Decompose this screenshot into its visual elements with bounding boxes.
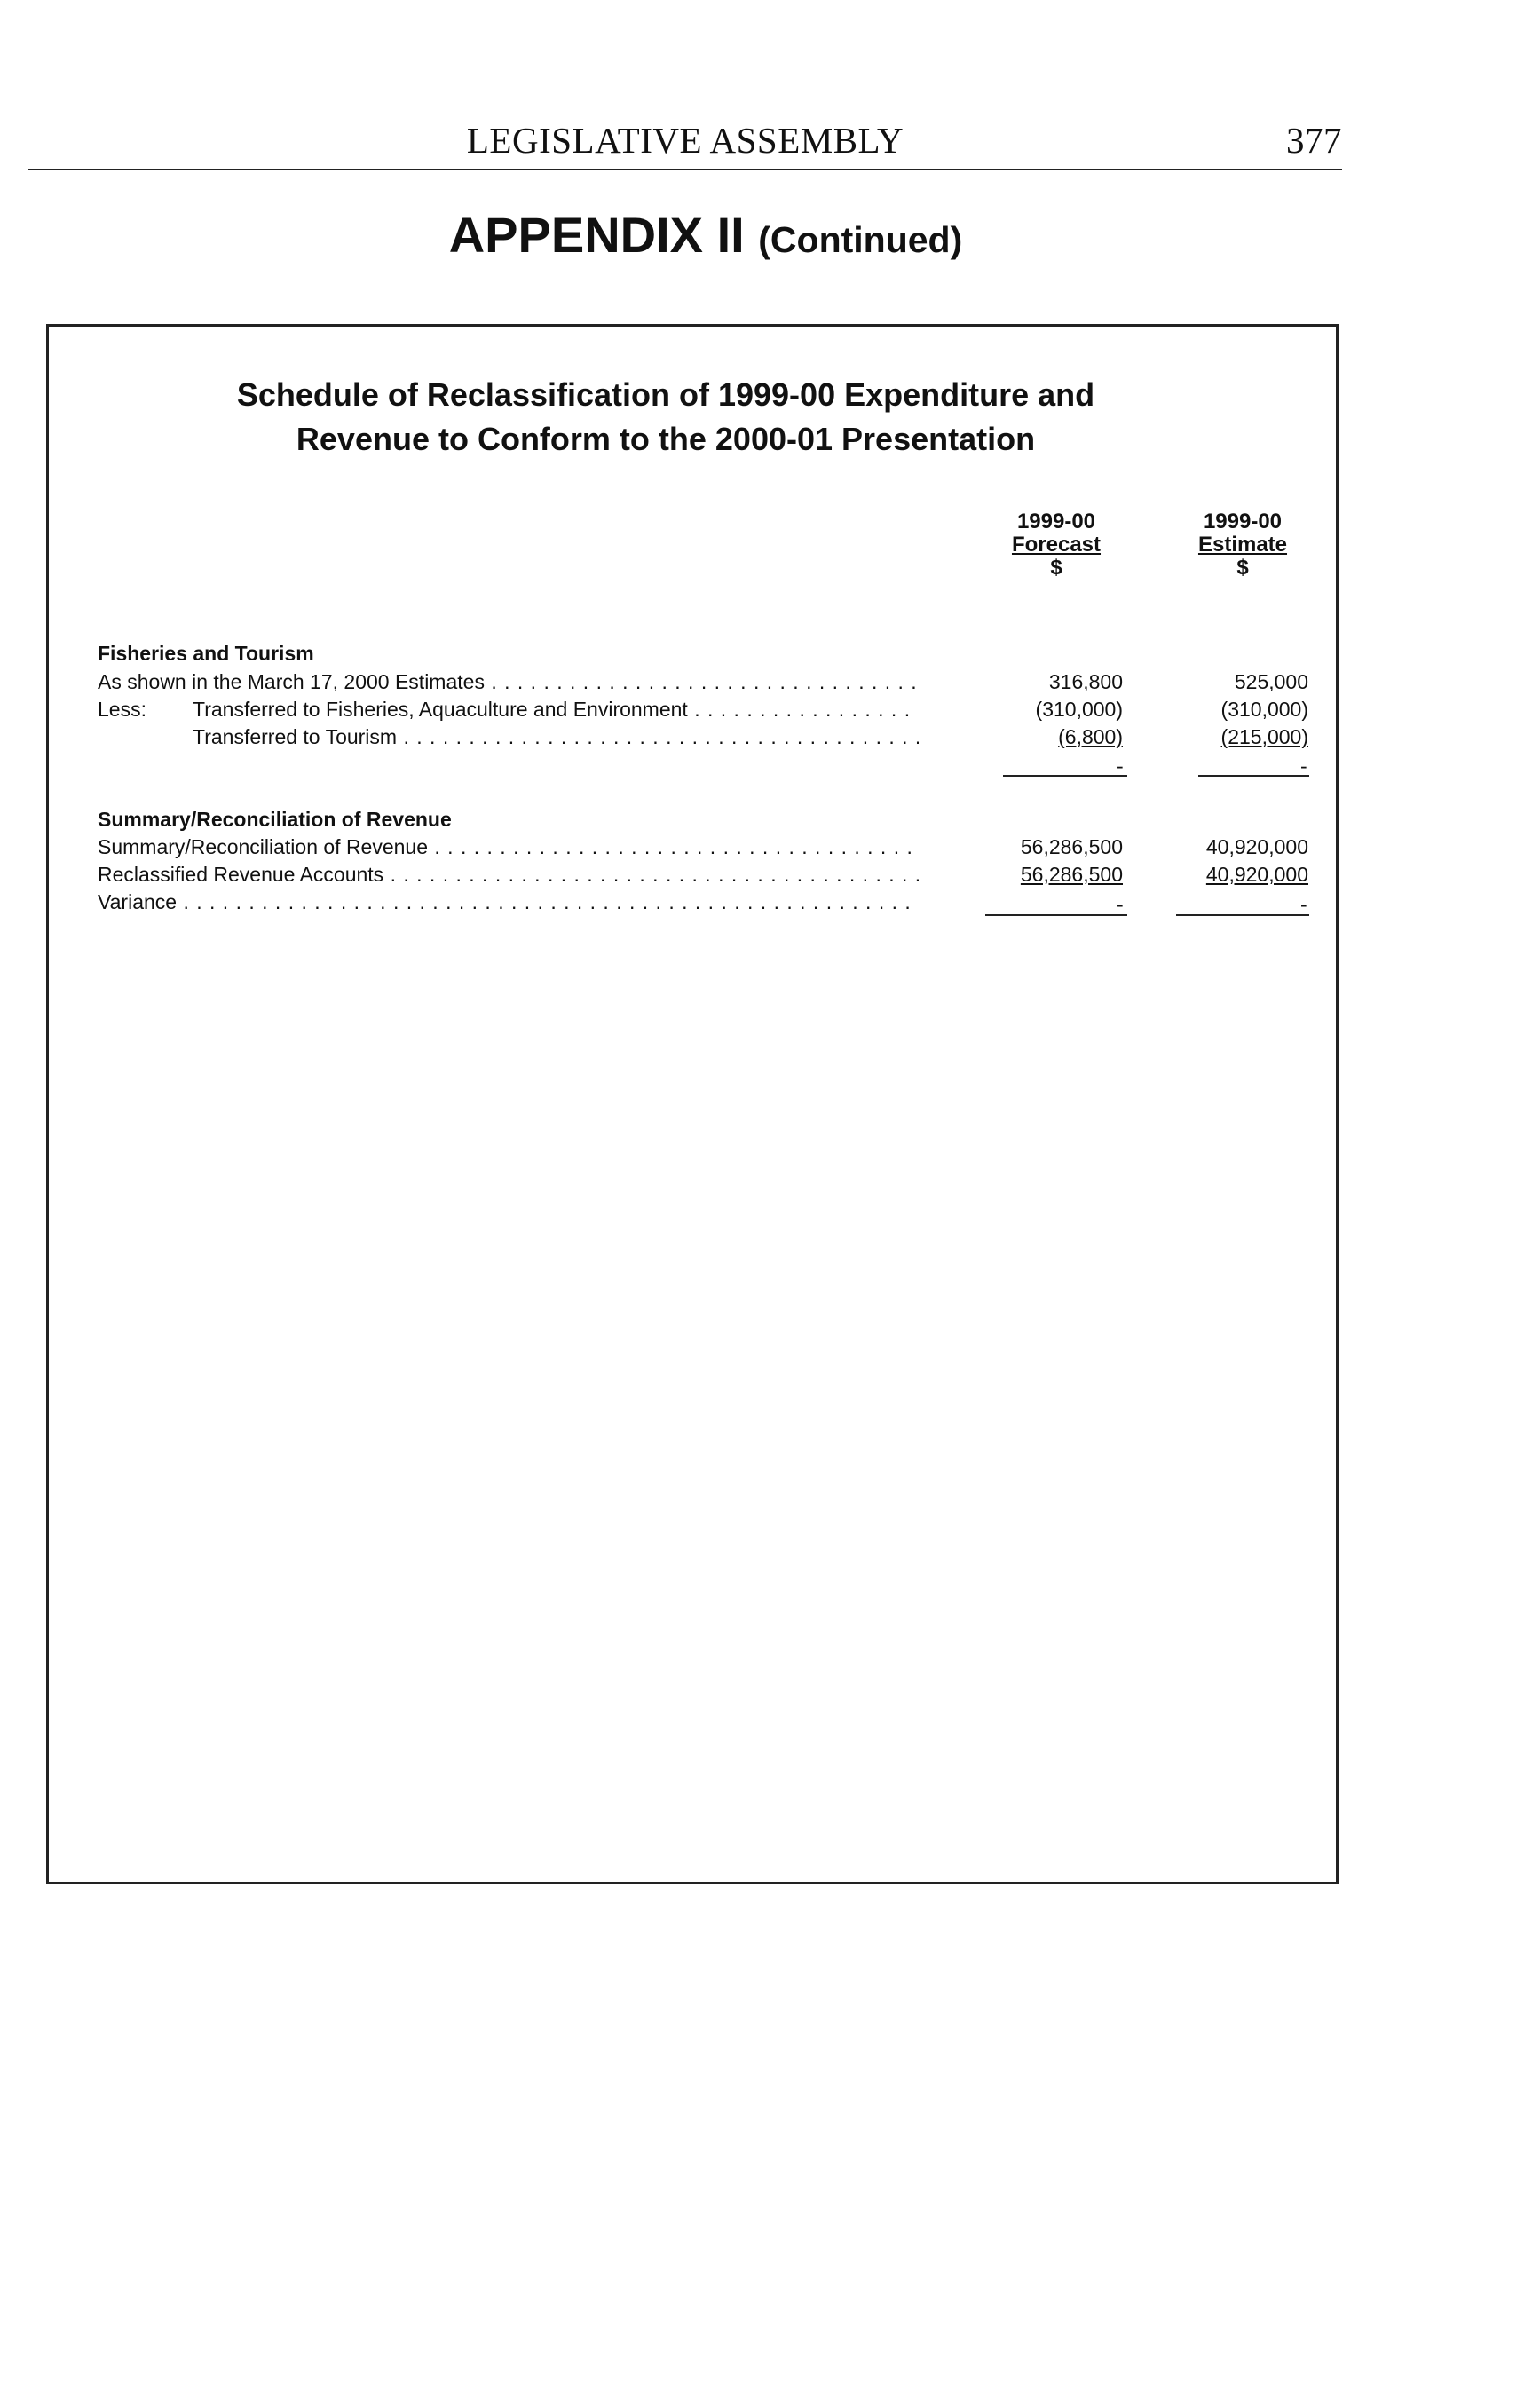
forecast-value: 56,286,500 xyxy=(1020,835,1123,858)
forecast-value: 56,286,500 xyxy=(1020,863,1123,886)
row-label: Variance . . . xyxy=(98,890,919,914)
column-year: 1999-00 xyxy=(1203,510,1283,533)
table-row xyxy=(98,670,1308,697)
running-title: LEGISLATIVE ASSEMBLY xyxy=(466,120,904,161)
schedule-title-line1: Schedule of Reclassification of 1999-00 Expenditure and xyxy=(236,376,1095,413)
column-type: Forecast xyxy=(1011,533,1102,557)
column-year: 1999-00 xyxy=(1016,510,1096,533)
row-label: Transferred to Tourism . . . xyxy=(193,725,919,749)
table-row xyxy=(98,835,1308,862)
section-heading-fisheries: Fisheries and Tourism xyxy=(98,642,314,665)
column-type: Estimate xyxy=(1197,533,1288,557)
forecast-value: (6,800) xyxy=(1058,725,1123,748)
appendix-title-main: APPENDIX II xyxy=(448,207,745,263)
column-unit: $ xyxy=(1236,556,1249,580)
estimate-value: 40,920,000 xyxy=(1205,835,1308,858)
estimate-value: (310,000) xyxy=(1220,698,1308,721)
estimate-value: 40,920,000 xyxy=(1205,863,1308,886)
table-row xyxy=(98,890,1308,917)
total-forecast: - xyxy=(1117,755,1124,778)
running-head xyxy=(28,114,1342,170)
total-rule-estimate xyxy=(1198,775,1309,777)
total-estimate: - xyxy=(1300,755,1307,778)
variance-rule-forecast xyxy=(985,914,1127,916)
variance-rule-estimate xyxy=(1176,914,1309,916)
variance-forecast: - xyxy=(1117,893,1124,916)
row-label: As shown in the March 17, 2000 Estimates . . . xyxy=(98,670,919,694)
table-row xyxy=(98,725,1308,752)
page-number: 377 xyxy=(1286,120,1342,161)
total-rule-forecast xyxy=(1003,775,1127,777)
section-heading-revenue: Summary/Reconciliation of Revenue xyxy=(98,808,452,831)
forecast-value: 316,800 xyxy=(1048,670,1123,693)
row-label: Reclassified Revenue Accounts . . . xyxy=(98,863,919,887)
row-prefix: Less: xyxy=(98,698,146,721)
column-head-forecast xyxy=(967,510,1145,580)
variance-estimate: - xyxy=(1300,893,1307,916)
appendix-continued: (Continued) xyxy=(758,219,963,260)
column-head-estimate xyxy=(1154,510,1331,580)
row-label: Summary/Reconciliation of Revenue . . . xyxy=(98,835,919,859)
forecast-value: (310,000) xyxy=(1035,698,1123,721)
schedule-title-line2: Revenue to Conform to the 2000-01 Presentation xyxy=(296,421,1036,457)
appendix-title xyxy=(0,206,1411,264)
row-label: Transferred to Fisheries, Aquaculture and Environment . . . xyxy=(193,698,919,722)
estimate-value: 525,000 xyxy=(1234,670,1308,693)
estimate-value: (215,000) xyxy=(1220,725,1308,748)
table-row xyxy=(98,863,1308,889)
table-row xyxy=(98,698,1308,724)
column-unit: $ xyxy=(1050,556,1062,580)
schedule-title xyxy=(0,373,1331,462)
